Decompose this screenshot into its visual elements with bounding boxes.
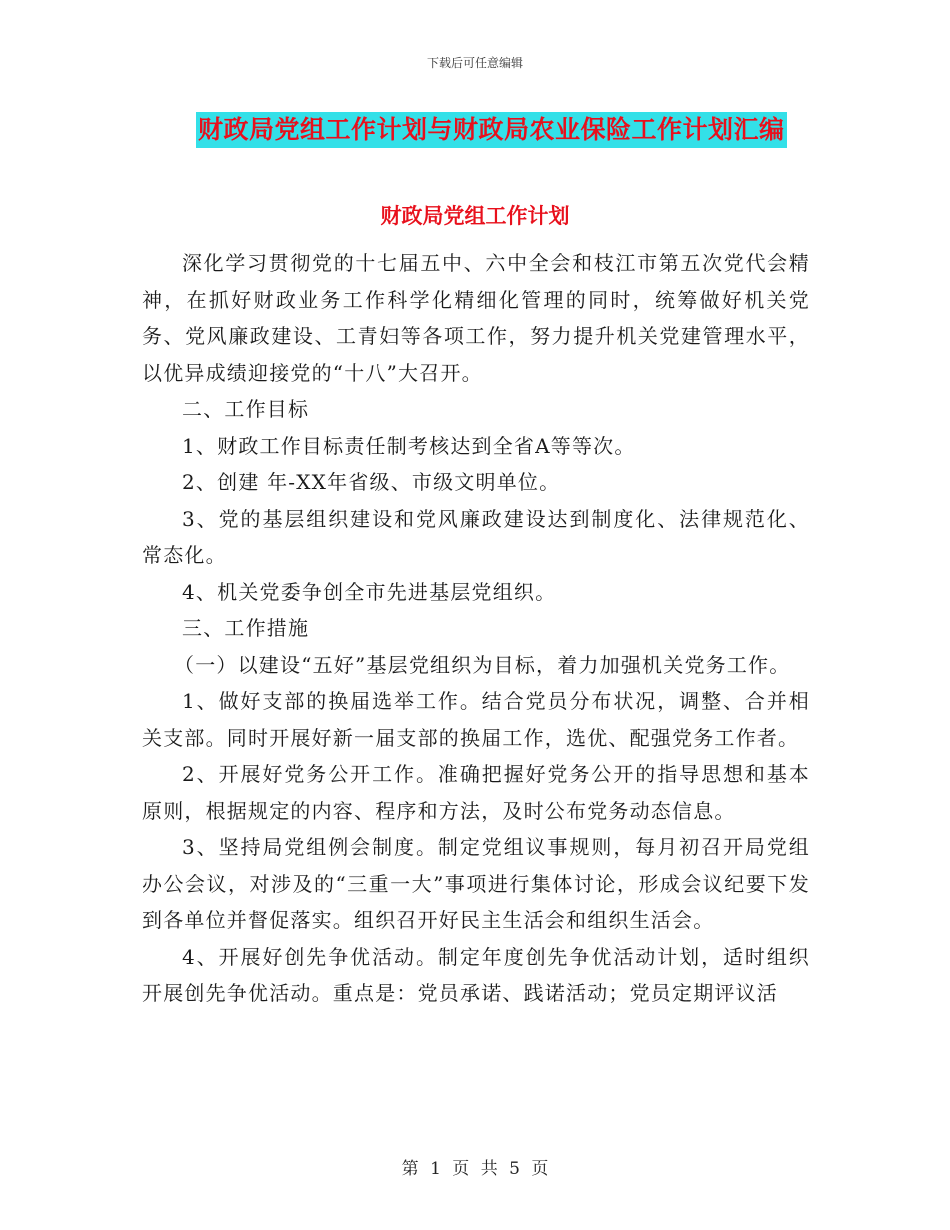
measure-item-4: 4、开展好创先争优活动。制定年度创先争优活动计划，适时组织开展创先争优活动。重点是：党员承诺、践诺活动；党员定期评议活 (142, 944, 810, 1005)
document-title: 财政局党组工作计划与财政局农业保险工作计划汇编 (196, 112, 787, 148)
measure-item-1: 1、做好支部的换届选举工作。结合党员分布状况，调整、合并相关支部。同时开展好新一届支部的换届工作，选优、配强党务工作者。 (142, 689, 810, 750)
goal-item-2: 2、创建 年-XX年省级、市级文明单位。 (182, 470, 561, 494)
document-body (142, 245, 810, 1012)
section-title: 财政局党组工作计划 (380, 203, 570, 228)
goal-item-4: 4、机关党委争创全市先进基层党组织。 (182, 579, 557, 604)
header-note: 下载后可任意编辑 (426, 56, 523, 70)
heading-work-measures: 三、工作措施 (182, 616, 310, 640)
measure-item-2: 2、开展好党务公开工作。准确把握好党务公开的指导思想和基本原则，根据规定的内容、程序和方法，及时公布党务动态信息。 (142, 762, 810, 823)
measure-item-3: 3、坚持局党组例会制度。制定党组议事规则，每月初召开局党组办公会议，对涉及的“三重一大”事项进行集体讨论，形成会议纪要下发到各单位并督促落实。组织召开好民主生活会和组织生活会。 (142, 835, 810, 932)
page-footer: 第 1 页 共 5 页 (401, 1159, 549, 1179)
goal-item-3: 3、党的基层组织建设和党风廉政建设达到制度化、法律规范化、常态化。 (142, 506, 810, 567)
paragraph-intro: 深化学习贯彻党的十七届五中、六中全会和枝江市第五次党代会精神，在抓好财政业务工作科学化精细化管理的同时，统筹做好机关党务、党风廉政建设、工青妇等各项工作，努力提升机关党建管理水平，以优异成绩迎接党的“十八”大召开。 (142, 251, 810, 385)
heading-work-goals: 二、工作目标 (182, 397, 310, 421)
subheading-measure-1: （一）以建设“五好”基层党组织为目标，着力加强机关党务工作。 (174, 652, 791, 677)
goal-item-1: 1、财政工作目标责任制考核达到全省A等等次。 (182, 433, 636, 458)
